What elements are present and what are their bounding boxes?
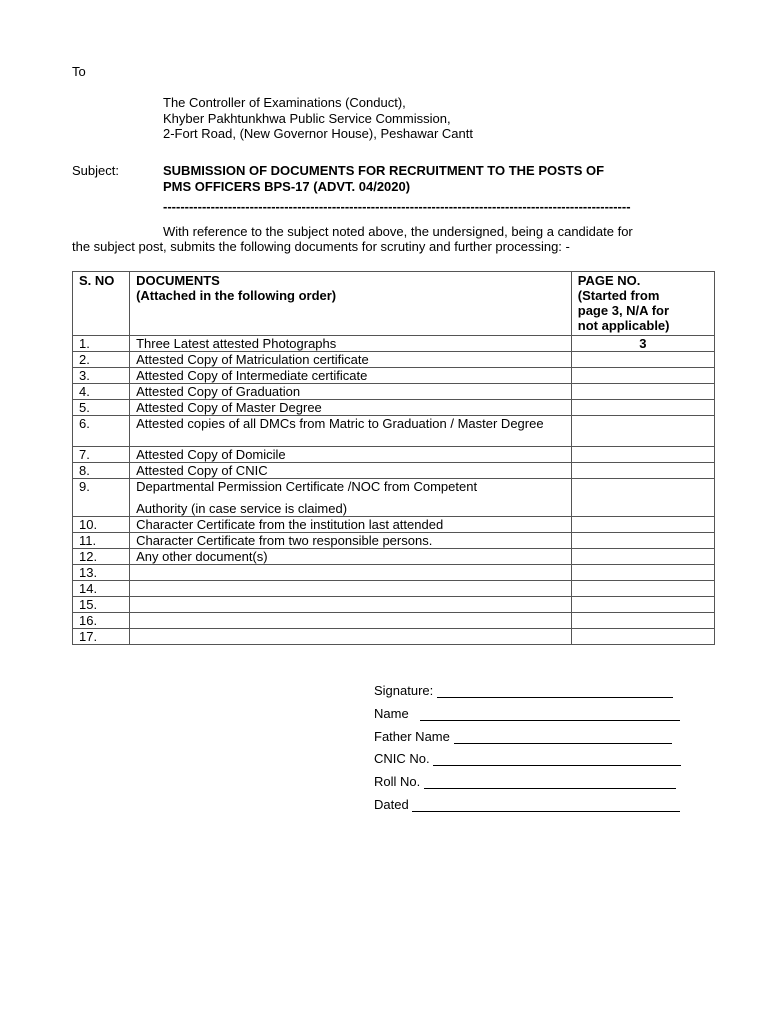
row-document-line: Departmental Permission Certificate /NOC from Competent [136, 479, 478, 494]
table-row [73, 368, 715, 384]
row-document: Attested Copy of Master Degree [130, 400, 572, 416]
header-page-line: (Started from [577, 288, 660, 303]
row-page-no[interactable] [571, 533, 714, 549]
row-number: 12. [73, 549, 130, 565]
subject-text [163, 163, 703, 194]
cnic-line[interactable] [433, 753, 681, 766]
signature-field [374, 683, 694, 698]
table-row [73, 533, 715, 549]
table-row [73, 613, 715, 629]
row-page-no[interactable] [571, 352, 714, 368]
row-number: 14. [73, 581, 130, 597]
subject-line: PMS OFFICERS BPS-17 (ADVT. 04/2020) [163, 178, 411, 194]
header-documents-note: (Attached in the following order) [136, 288, 337, 303]
roll-no-line[interactable] [424, 776, 676, 789]
row-page-no[interactable] [571, 597, 714, 613]
salutation-to: To [72, 64, 86, 79]
table-row [73, 581, 715, 597]
table-row [73, 447, 715, 463]
documents-table [72, 271, 715, 645]
roll-no-label: Roll No. [374, 774, 421, 789]
row-page-no[interactable] [571, 549, 714, 565]
header-documents [130, 272, 572, 336]
roll-no-field [374, 774, 694, 789]
row-page-no[interactable] [571, 613, 714, 629]
father-name-field [374, 729, 694, 744]
header-page-line: page 3, N/A for [577, 303, 670, 318]
header-page-line: not applicable) [577, 318, 670, 333]
row-number: 1. [73, 336, 130, 352]
table-row [73, 400, 715, 416]
row-number: 5. [73, 400, 130, 416]
row-document: Attested Copy of Matriculation certificate [130, 352, 572, 368]
cnic-label: CNIC No. [374, 751, 430, 766]
row-page-no[interactable] [571, 565, 714, 581]
row-number: 9. [73, 479, 130, 517]
subject-divider: ------------------------------------------------------------------------------------------------------------ [163, 199, 631, 214]
row-page-no[interactable] [571, 368, 714, 384]
name-line[interactable] [420, 708, 680, 721]
row-number: 3. [73, 368, 130, 384]
row-number: 2. [73, 352, 130, 368]
row-document[interactable] [130, 565, 572, 581]
row-document: Attested Copy of Graduation [130, 384, 572, 400]
header-sno: S. NO [73, 272, 130, 336]
row-number: 8. [73, 463, 130, 479]
header-page-no [571, 272, 714, 336]
address-line: 2-Fort Road, (New Governor House), Peshawar Cantt [163, 126, 473, 141]
table-row [73, 384, 715, 400]
row-number: 15. [73, 597, 130, 613]
dated-line[interactable] [412, 799, 680, 812]
row-page-no[interactable] [571, 479, 714, 517]
row-page-no[interactable] [571, 447, 714, 463]
row-page-no[interactable] [571, 581, 714, 597]
row-document: Attested Copy of CNIC [130, 463, 572, 479]
row-document: Character Certificate from two responsible persons. [130, 533, 572, 549]
table-row [73, 549, 715, 565]
row-number: 16. [73, 613, 130, 629]
intro-line-1: With reference to the subject noted above, the undersigned, being a candidate for [163, 224, 633, 239]
row-page-no[interactable] [571, 416, 714, 447]
table-row [73, 336, 715, 352]
subject-line: SUBMISSION OF DOCUMENTS FOR RECRUITMENT TO THE POSTS OF [163, 163, 605, 178]
row-number: 13. [73, 565, 130, 581]
dated-field [374, 797, 694, 812]
dated-label: Dated [374, 797, 409, 812]
father-name-label: Father Name [374, 729, 450, 744]
row-document: Character Certificate from the institution last attended [130, 517, 572, 533]
intro-line-2: the subject post, submits the following documents for scrutiny and further processing: - [72, 239, 570, 254]
row-document[interactable] [130, 581, 572, 597]
row-number: 10. [73, 517, 130, 533]
row-document-line: Authority (in case service is claimed) [136, 501, 348, 516]
row-page-no[interactable] [571, 400, 714, 416]
address-line: Khyber Pakhtunkhwa Public Service Commission, [163, 110, 451, 126]
row-page-no[interactable] [571, 629, 714, 645]
row-document: Attested Copy of Domicile [130, 447, 572, 463]
row-page-no[interactable] [571, 463, 714, 479]
row-document[interactable] [130, 597, 572, 613]
row-document: Attested Copy of Intermediate certificate [130, 368, 572, 384]
row-page-no[interactable]: 3 [571, 336, 714, 352]
row-document: Three Latest attested Photographs [130, 336, 572, 352]
subject-label: Subject: [72, 163, 119, 178]
table-row [73, 565, 715, 581]
table-row [73, 463, 715, 479]
row-number: 6. [73, 416, 130, 447]
row-page-no[interactable] [571, 517, 714, 533]
father-name-line[interactable] [454, 731, 672, 744]
name-field [374, 706, 694, 721]
row-number: 4. [73, 384, 130, 400]
name-label: Name [374, 706, 409, 721]
row-page-no[interactable] [571, 384, 714, 400]
row-document: Any other document(s) [130, 549, 572, 565]
table-row [73, 479, 715, 517]
row-number: 7. [73, 447, 130, 463]
row-number: 11. [73, 533, 130, 549]
table-row [73, 517, 715, 533]
table-row [73, 597, 715, 613]
row-number: 17. [73, 629, 130, 645]
table-row [73, 629, 715, 645]
row-document: Attested copies of all DMCs from Matric to Graduation / Master Degree [130, 416, 572, 447]
header-documents-title: DOCUMENTS [136, 273, 220, 288]
signature-line[interactable] [437, 685, 673, 698]
row-document[interactable] [130, 629, 572, 645]
header-page-line: PAGE NO. [577, 273, 641, 288]
signature-label: Signature: [374, 683, 434, 698]
table-header-row [73, 272, 715, 336]
table-row [73, 352, 715, 368]
recipient-address [163, 95, 473, 142]
row-document [130, 479, 572, 517]
cnic-field [374, 751, 694, 766]
table-row [73, 416, 715, 447]
address-line: The Controller of Examinations (Conduct), [163, 95, 406, 110]
row-document[interactable] [130, 613, 572, 629]
